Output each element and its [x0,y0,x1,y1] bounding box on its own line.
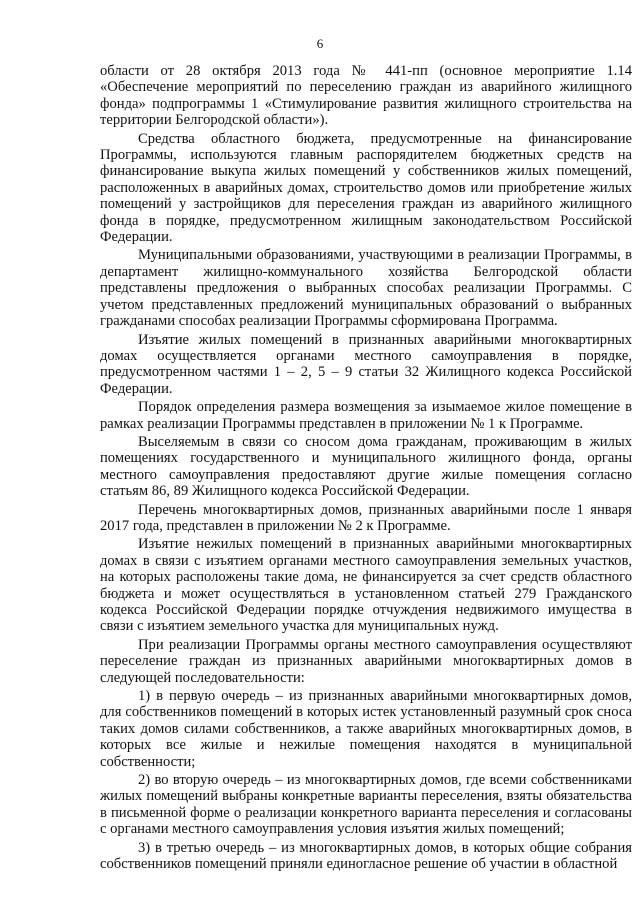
list-item-2: 2) во вторую очередь – из многоквартирных домов, где всеми собственниками жилых помещений выбраны конкретные варианты переселения, взяты обязательства в письменной форме о реализации конкретного варианта переселения и согласованы с органами местного самоуправления условия изъятия жилых помещений; [100,772,632,838]
paragraph-1: области от 28 октября 2013 года № 441-пп (основное мероприятие 1.14 «Обеспечение мероприятий по переселению граждан из аварийного жилищного фонда» подпрограммы 1 «Стимулирование развития жилищного строительства на территории Белгородской области»). [100,63,632,129]
document-body [100,63,632,875]
page-number: 6 [316,36,324,51]
paragraph-7: Перечень многоквартирных домов, признанных аварийными после 1 января 2017 года, представлен в приложении № 2 к Программе. [100,501,632,534]
paragraph-2: Средства областного бюджета, предусмотренные на финансирование Программы, используются главным распорядителем бюджетных средств на финансирование выкупа жилых помещений у собственников жилых помещений, расположенных в аварийных домах, строительство домов или приобретение жилых помещений у застройщиков для переселения граждан из аварийного жилищного фонда в порядке, предусмотренном жилищным законодательством Российской Федерации. [100,130,632,246]
paragraph-6: Выселяемым в связи со сносом дома гражданам, проживающим в жилых помещениях государственного и муниципального жилищного фонда, органы местного самоуправления предоставляют другие жилые помещения согласно статьям 86, 89 Жилищного кодекса Российской Федерации. [100,433,632,500]
paragraph-5: Порядок определения размера возмещения за изымаемое жилое помещение в рамках реализации Программы представлен в приложении № 1 к Программе. [100,399,632,432]
paragraph-3: Муниципальными образованиями, участвующими в реализации Программы, в департамент жилищно-коммунального хозяйства Белгородской области представлены предложения о выбранных способах реализации Программы. С учетом представленных предложений муниципальных образований о выбранных гражданами способах реализации Программы сформирована Программа. [100,247,632,330]
list-item-1: 1) в первую очередь – из признанных аварийными многоквартирных домов, для собственников помещений в которых истек установленный разумный срок сноса таких домов силами собственников, а также аварийных многоквартирных домов, в которых все жилые и нежилые помещения находятся в муниципальной собственности; [100,688,632,770]
list-item-3: 3) в третью очередь – из многоквартирных домов, в которых общие собрания собственников помещений приняли единогласное решение об участии в областной [100,839,632,873]
paragraph-9: При реализации Программы органы местного самоуправления осуществляют переселение граждан из признанных аварийными многоквартирных домов в следующей последовательности: [100,636,632,686]
paragraph-8: Изъятие нежилых помещений в признанных аварийными многоквартирных домах в связи с изъятием органами местного самоуправления земельных участков, на которых расположены такие дома, не финансируется за счет средств областного бюджета и может осуществляться в установленном статьей 279 Гражданского кодекса Российской Федерации порядке отчуждения недвижимого имущества в связи с изъятием земельного участка для муниципальных нужд. [100,536,632,635]
paragraph-4: Изъятие жилых помещений в признанных аварийными многоквартирных домах осуществляется органами местного самоуправления в порядке, предусмотренном частями 1 – 2, 5 – 9 статьи 32 Жилищного кодекса Российской Федерации. [100,331,632,397]
